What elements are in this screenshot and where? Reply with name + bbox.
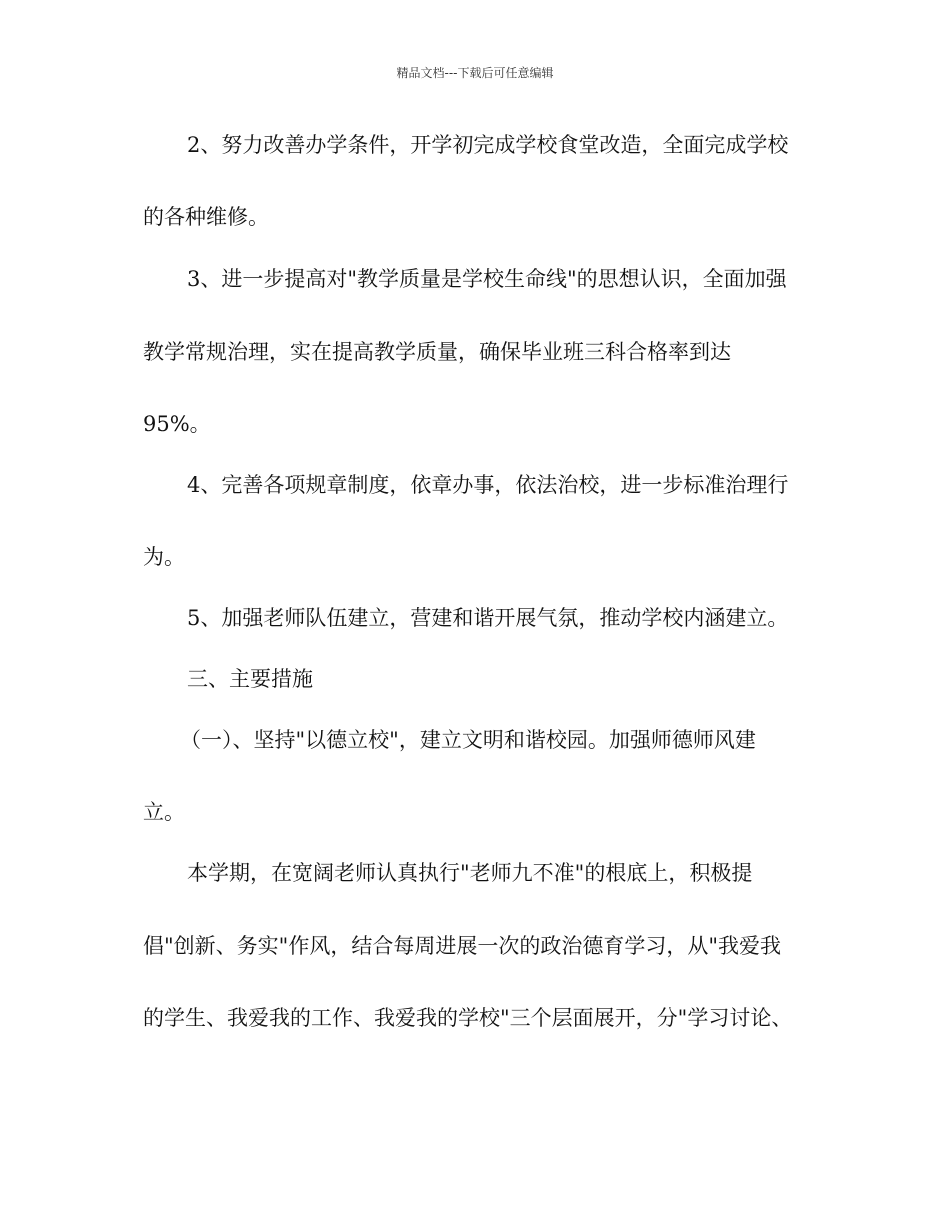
paragraph-line: 5、加强老师队伍建立，营建和谐开展气氛，推动学校内涵建立。 — [187, 606, 789, 630]
page-header: 精品文档---下载后可任意编辑 — [396, 66, 554, 80]
paragraph-line: 教学常规治理，实在提高教学质量，确保毕业班三科合格率到达 — [143, 340, 731, 364]
paragraph-line: 为。 — [143, 545, 185, 569]
paragraph-line: 本学期，在宽阔老师认真执行"老师九不准"的根底上，积极提 — [187, 861, 753, 885]
section-heading: 三、主要措施 — [187, 667, 313, 691]
paragraph-line: 3、进一步提高对"教学质量是学校生命线"的思想认识，全面加强 — [187, 267, 787, 291]
paragraph-line: 倡"创新、务实"作风，结合每周进展一次的政治德育学习，从"我爱我 — [143, 934, 781, 958]
paragraph-line: 95%。 — [143, 412, 211, 436]
paragraph-line: 的各种维修。 — [143, 205, 269, 229]
paragraph-line: 2、努力改善办学条件，开学初完成学校食堂改造，全面完成学校 — [187, 133, 789, 157]
paragraph-line: 4、完善各项规章制度，依章办事，依法治校，进一步标准治理行 — [187, 473, 789, 497]
paragraph-line: 的学生、我爱我的工作、我爱我的学校"三个层面展开，分"学习讨论、 — [143, 1006, 793, 1030]
paragraph-line: 立。 — [143, 800, 185, 824]
subsection-heading: （一）、坚持"以德立校"，建立文明和谐校园。加强师德师风建 — [180, 728, 756, 752]
